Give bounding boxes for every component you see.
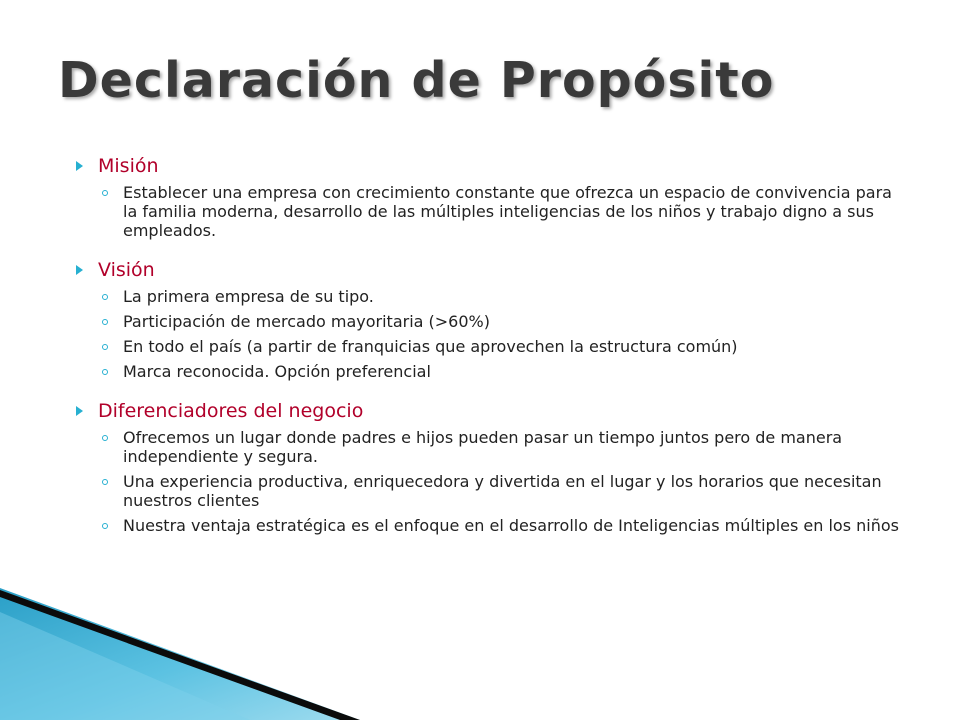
- section-mision: [74, 152, 904, 240]
- section-heading: [74, 397, 904, 425]
- list-item-text: En todo el país (a partir de franquicias que aprovechen la estructura común): [123, 337, 738, 356]
- section-heading-label: Diferenciadores del negocio: [98, 400, 364, 422]
- list-item-text: Establecer una empresa con crecimiento constante que ofrezca un espacio de convivencia para la familia moderna, desarrollo de las múltiples inteligencias de los niños y trabajo digno a sus empleados.: [123, 183, 892, 240]
- section-heading-label: Visión: [98, 259, 155, 281]
- list-item: [74, 312, 904, 331]
- list-item-text: Ofrecemos un lugar donde padres e hijos pueden pasar un tiempo juntos pero de manera independiente y segura.: [123, 428, 843, 466]
- section-vision: [74, 256, 904, 381]
- list-item: [74, 428, 904, 466]
- bullet-list: [74, 428, 904, 535]
- list-item-text: La primera empresa de su tipo.: [123, 287, 374, 306]
- bullet-list: [74, 287, 904, 381]
- circle-outline-icon: [102, 523, 108, 529]
- list-item: [74, 472, 904, 510]
- section-heading: [74, 256, 904, 284]
- section-heading: [74, 152, 904, 180]
- list-item: [74, 362, 904, 381]
- slide-content: [74, 152, 904, 535]
- list-item-text: Participación de mercado mayoritaria (>60%): [123, 312, 490, 331]
- circle-outline-icon: [102, 344, 108, 350]
- section-diferenciadores: [74, 397, 904, 535]
- circle-outline-icon: [102, 369, 108, 375]
- section-heading-label: Misión: [98, 155, 159, 177]
- triangle-right-icon: [76, 406, 83, 416]
- list-item-text: Una experiencia productiva, enriquecedora y divertida en el lugar y los horarios que necesitan nuestros clientes: [123, 472, 882, 510]
- triangle-right-icon: [76, 161, 83, 171]
- list-item-text: Nuestra ventaja estratégica es el enfoque en el desarrollo de Inteligencias múltiples en los niños: [123, 516, 899, 535]
- list-item: [74, 516, 904, 535]
- slide-title: Declaración de Propósito: [58, 52, 775, 109]
- list-item: [74, 183, 904, 240]
- list-item-text: Marca reconocida. Opción preferencial: [123, 362, 431, 381]
- bullet-list: [74, 183, 904, 240]
- circle-outline-icon: [102, 294, 108, 300]
- triangle-right-icon: [76, 265, 83, 275]
- circle-outline-icon: [102, 319, 108, 325]
- circle-outline-icon: [102, 479, 108, 485]
- circle-outline-icon: [102, 190, 108, 196]
- circle-outline-icon: [102, 435, 108, 441]
- list-item: [74, 337, 904, 356]
- list-item: [74, 287, 904, 306]
